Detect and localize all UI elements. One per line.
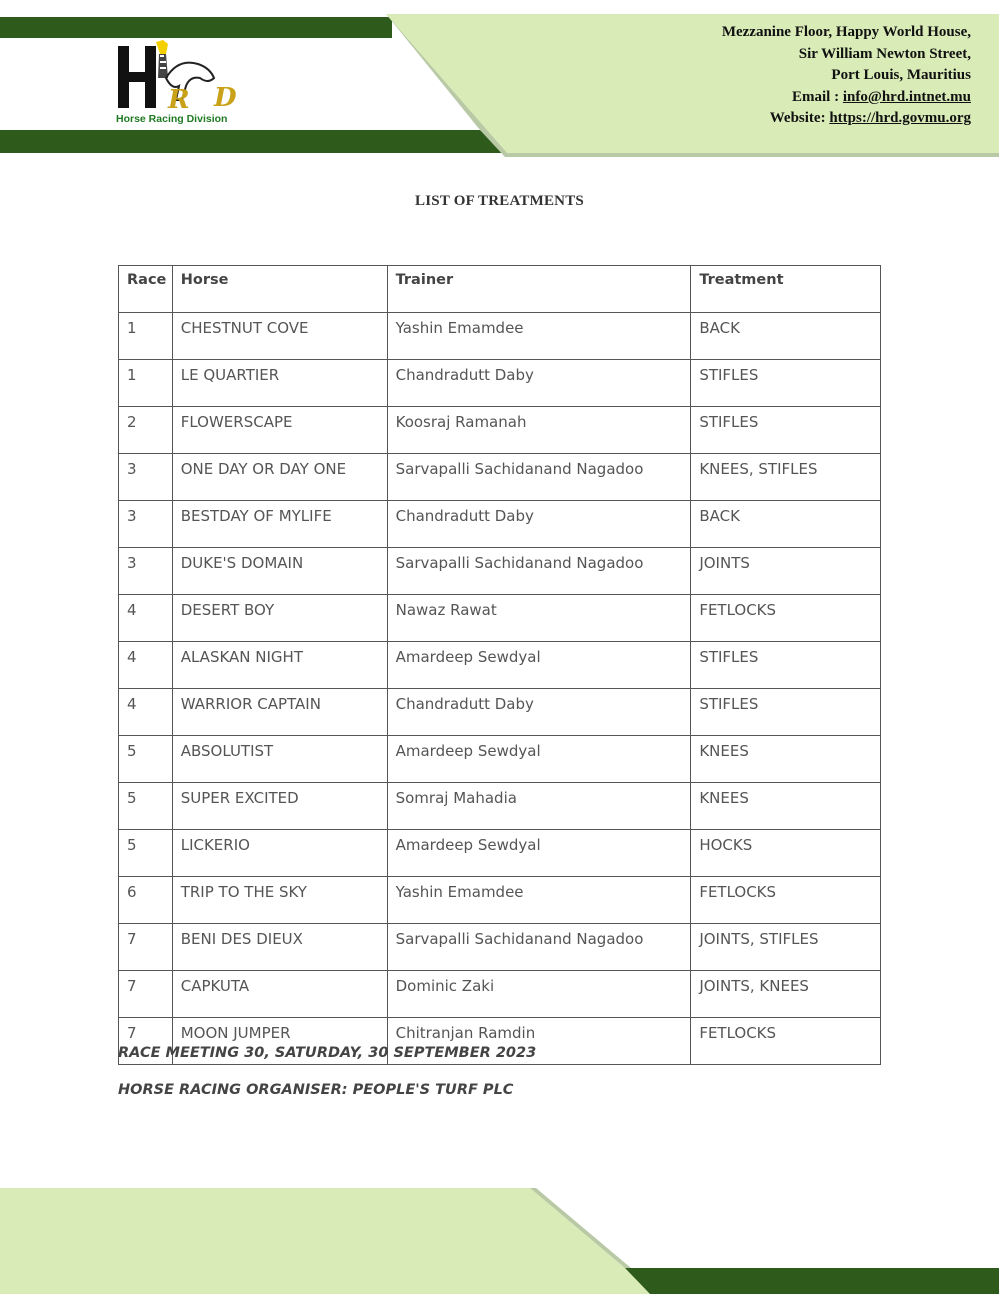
logo-d-letter: D <box>214 83 237 113</box>
cell-treatment: JOINTS <box>691 548 881 595</box>
email-line <box>641 87 971 109</box>
table-row <box>119 736 881 783</box>
table-body <box>119 313 881 1065</box>
document-title: LIST OF TREATMENTS <box>415 193 584 209</box>
cell-horse: MOON JUMPER <box>172 1018 387 1065</box>
cell-horse: ABSOLUTIST <box>172 736 387 783</box>
header-dark-band-top <box>0 17 392 38</box>
hrd-logo <box>116 38 246 130</box>
cell-horse: ONE DAY OR DAY ONE <box>172 454 387 501</box>
cell-trainer: Amardeep Sewdyal <box>387 642 691 689</box>
cell-race: 5 <box>119 736 173 783</box>
cell-race: 2 <box>119 407 173 454</box>
footer-dark-band <box>625 1268 999 1294</box>
cell-trainer: Nawaz Rawat <box>387 595 691 642</box>
cell-trainer: Chandradutt Daby <box>387 360 691 407</box>
cell-horse: DUKE'S DOMAIN <box>172 548 387 595</box>
footer-light-strip <box>0 1268 650 1294</box>
cell-horse: BENI DES DIEUX <box>172 924 387 971</box>
cell-race: 7 <box>119 1018 173 1065</box>
cell-race: 7 <box>119 924 173 971</box>
address-line-2: Sir William Newton Street, <box>798 45 971 62</box>
cell-race: 4 <box>119 642 173 689</box>
cell-horse: CHESTNUT COVE <box>172 313 387 360</box>
header-treatment: Treatment <box>691 266 881 313</box>
cell-race: 4 <box>119 689 173 736</box>
cell-treatment: STIFLES <box>691 360 881 407</box>
cell-treatment: BACK <box>691 501 881 548</box>
table-row <box>119 971 881 1018</box>
cell-treatment: STIFLES <box>691 642 881 689</box>
cell-treatment: JOINTS, KNEES <box>691 971 881 1018</box>
table-row <box>119 548 881 595</box>
logo-r-letter: R <box>168 85 190 113</box>
address-block <box>641 22 971 130</box>
website-line <box>641 108 971 130</box>
cell-horse: BESTDAY OF MYLIFE <box>172 501 387 548</box>
cell-race: 4 <box>119 595 173 642</box>
cell-race: 3 <box>119 548 173 595</box>
cell-horse: TRIP TO THE SKY <box>172 877 387 924</box>
cell-race: 3 <box>119 454 173 501</box>
cell-trainer: Yashin Emamdee <box>387 877 691 924</box>
table-row <box>119 407 881 454</box>
header-trainer: Trainer <box>387 266 691 313</box>
cell-treatment: KNEES <box>691 736 881 783</box>
cell-trainer: Amardeep Sewdyal <box>387 830 691 877</box>
treatments-table <box>118 265 881 1065</box>
cell-race: 1 <box>119 360 173 407</box>
cell-race: 7 <box>119 971 173 1018</box>
table-row <box>119 501 881 548</box>
table-row <box>119 313 881 360</box>
table-row <box>119 830 881 877</box>
table-row <box>119 877 881 924</box>
header-race: Race <box>119 266 173 313</box>
cell-trainer: Koosraj Ramanah <box>387 407 691 454</box>
cell-race: 5 <box>119 783 173 830</box>
cell-treatment: KNEES <box>691 783 881 830</box>
cell-trainer: Chandradutt Daby <box>387 501 691 548</box>
cell-trainer: Sarvapalli Sachidanand Nagadoo <box>387 548 691 595</box>
cell-treatment: HOCKS <box>691 830 881 877</box>
logo-caption: Horse Racing Division <box>116 113 228 125</box>
cell-trainer: Somraj Mahadia <box>387 783 691 830</box>
race-meeting-info: RACE MEETING 30, SATURDAY, 30 SEPTEMBER 2023 <box>118 1045 537 1061</box>
email-link[interactable]: info@hrd.intnet.mu <box>842 88 971 105</box>
cell-horse: CAPKUTA <box>172 971 387 1018</box>
cell-treatment: STIFLES <box>691 407 881 454</box>
footer-banner <box>0 1188 999 1294</box>
cell-horse: LE QUARTIER <box>172 360 387 407</box>
cell-trainer: Sarvapalli Sachidanand Nagadoo <box>387 454 691 501</box>
cell-race: 1 <box>119 313 173 360</box>
table-header-row <box>119 266 881 313</box>
table-row <box>119 595 881 642</box>
cell-trainer: Yashin Emamdee <box>387 313 691 360</box>
cell-treatment: FETLOCKS <box>691 877 881 924</box>
cell-treatment: FETLOCKS <box>691 595 881 642</box>
cell-horse: WARRIOR CAPTAIN <box>172 689 387 736</box>
header-horse: Horse <box>172 266 387 313</box>
cell-horse: SUPER EXCITED <box>172 783 387 830</box>
table-row <box>119 642 881 689</box>
cell-trainer: Dominic Zaki <box>387 971 691 1018</box>
cell-horse: LICKERIO <box>172 830 387 877</box>
cell-trainer: Amardeep Sewdyal <box>387 736 691 783</box>
cell-trainer: Chitranjan Ramdin <box>387 1018 691 1065</box>
table-row <box>119 924 881 971</box>
email-label: Email : <box>792 88 843 105</box>
table-row <box>119 360 881 407</box>
website-label: Website: <box>769 110 830 126</box>
table-row <box>119 689 881 736</box>
cell-treatment: JOINTS, STIFLES <box>691 924 881 971</box>
cell-race: 5 <box>119 830 173 877</box>
cell-race: 6 <box>119 877 173 924</box>
table-row <box>119 454 881 501</box>
cell-horse: FLOWERSCAPE <box>172 407 387 454</box>
cell-horse: ALASKAN NIGHT <box>172 642 387 689</box>
website-link[interactable]: https://hrd.govmu.org <box>829 110 971 126</box>
cell-treatment: BACK <box>691 313 881 360</box>
race-organiser-info: HORSE RACING ORGANISER: PEOPLE'S TURF PLC <box>118 1082 514 1098</box>
table-row <box>119 783 881 830</box>
cell-trainer: Chandradutt Daby <box>387 689 691 736</box>
cell-race: 3 <box>119 501 173 548</box>
cell-treatment: STIFLES <box>691 689 881 736</box>
logo-mark <box>116 38 246 113</box>
cell-trainer: Sarvapalli Sachidanand Nagadoo <box>387 924 691 971</box>
cell-treatment: KNEES, STIFLES <box>691 454 881 501</box>
address-line-1: Mezzanine Floor, Happy World House, <box>721 24 971 40</box>
header-dark-band-bottom <box>0 130 507 153</box>
cell-treatment: FETLOCKS <box>691 1018 881 1065</box>
cell-horse: DESERT BOY <box>172 595 387 642</box>
footer-light-panel <box>0 1188 625 1268</box>
address-line-3: Port Louis, Mauritius <box>831 67 971 83</box>
